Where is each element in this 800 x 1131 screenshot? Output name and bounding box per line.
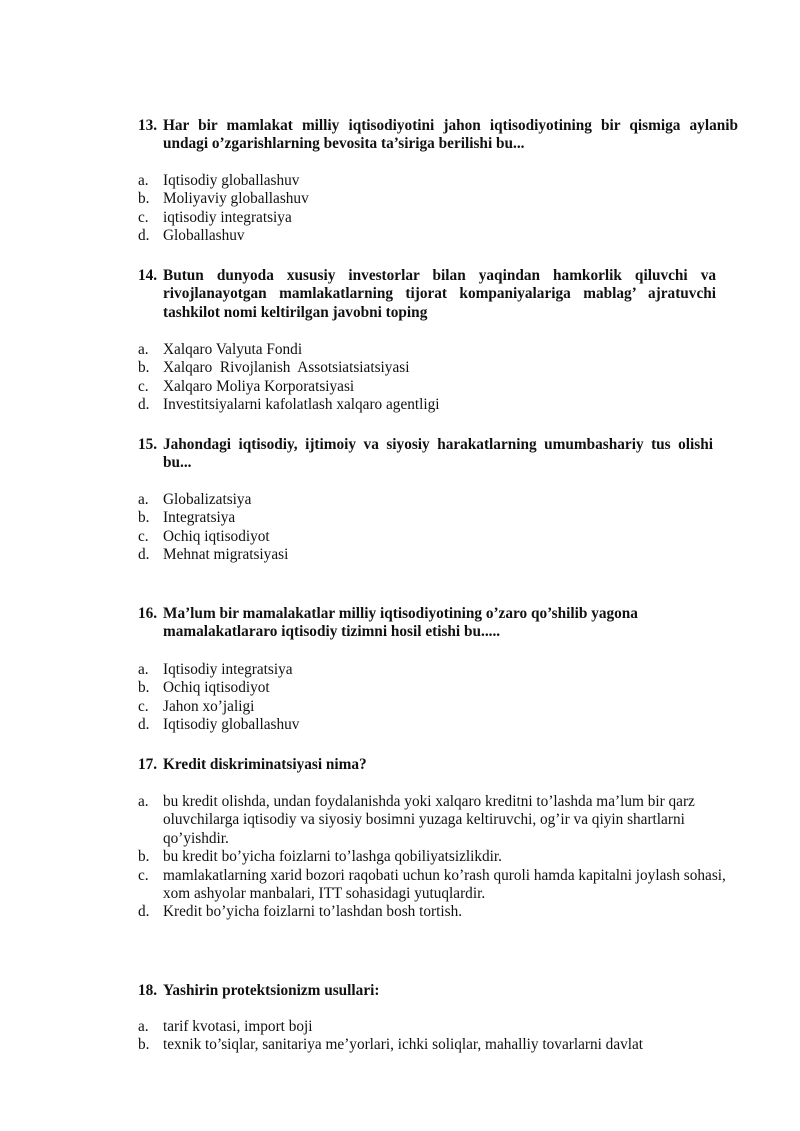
option-text: iqtisodiy integratsiya [163, 208, 292, 226]
option-letter: c. [138, 377, 149, 395]
option-letter: a. [138, 1018, 149, 1035]
option-text: Iqtisodiy globallashuv [163, 716, 300, 734]
option-text: texnik to’siqlar, sanitariya me’yorlari, ichki soliqlar, mahalliy tovarlarni davlat [163, 1036, 644, 1054]
option-text: Kredit bo’yicha foizlarni to’lashdan bosh tortish. [163, 903, 463, 921]
option-letter: a. [138, 491, 149, 508]
option-b [138, 679, 738, 697]
options-15 [138, 491, 738, 565]
question-number: 17. [138, 756, 158, 773]
option-c [138, 867, 728, 904]
option-b [138, 1036, 738, 1054]
option-d [138, 227, 738, 245]
option-letter: b. [138, 1036, 150, 1054]
option-a [138, 491, 738, 509]
question-15 [138, 436, 738, 473]
option-letter: b. [138, 190, 150, 208]
question-18 [138, 982, 738, 1000]
option-a [138, 172, 738, 190]
option-c [138, 698, 738, 716]
options-17 [138, 793, 728, 922]
question-number: 13. [138, 117, 158, 134]
option-letter: a. [138, 172, 149, 189]
option-text: Investitsiyalarni kafolatlash xalqaro agentligi [163, 396, 440, 414]
option-a [138, 341, 738, 359]
question-text: Jahondagi iqtisodiy, ijtimoiy va siyosiy harakatlarning umumbashariy tus olishi bu... [163, 436, 713, 472]
option-text: Xalqaro Moliya Korporatsiyasi [163, 377, 355, 395]
option-text: Xalqaro Valyuta Fondi [163, 341, 303, 358]
option-text: Ochiq iqtisodiyot [163, 527, 270, 545]
option-d [138, 716, 738, 734]
option-d [138, 546, 738, 564]
option-b [138, 509, 738, 527]
option-text: Xalqaro Rivojlanish Assotsiatsiatsiyasi [163, 359, 410, 377]
question-number: 16. [138, 605, 158, 622]
option-letter: b. [138, 359, 150, 377]
option-c [138, 378, 738, 396]
option-text: Mehnat migratsiyasi [163, 546, 289, 564]
option-text: bu kredit olishda, undan foydalanishda yoki xalqaro kreditni to’lashda ma’lum bir qarz oluvchilarga iqtisodiy va siyosiy bosimni yuzaga keltiruvchi, og’ir va qiyin shartlarni qo’yishdir. [163, 793, 695, 847]
option-text: Globallashuv [163, 227, 245, 245]
question-16 [138, 605, 738, 642]
question-17 [138, 756, 738, 774]
option-text: mamlakatlarning xarid bozori raqobati uchun ko’rash quroli hamda kapitalni joylash sohasi, xom ashyolar manbalari, ITT sohasidagi yutuqlardir. [163, 866, 726, 903]
option-letter: c. [138, 697, 149, 715]
option-text: Moliyaviy globallashuv [163, 190, 309, 208]
question-number: 18. [138, 982, 158, 999]
option-text: Globalizatsiya [163, 491, 252, 508]
question-text: Yashirin protektsionizm usullari: [163, 982, 380, 999]
option-letter: d. [138, 546, 150, 564]
option-letter: d. [138, 396, 150, 414]
question-text: Ma’lum bir mamalakatlar milliy iqtisodiyotining o’zaro qo’shilib yagona mamalakatlararo iqtisodiy tizimni hosil etishi bu..... [163, 605, 638, 641]
options-16 [138, 661, 738, 735]
option-text: Jahon xo’jaligi [163, 697, 255, 715]
option-d [138, 396, 738, 414]
option-a [138, 1018, 738, 1036]
question-text: Har bir mamlakat milliy iqtisodiyotini jahon iqtisodiyotining bir qismiga aylanib undagi o’zgarishlarning bevosita ta’siriga berilishi bu... [163, 117, 738, 153]
option-text: Iqtisodiy globallashuv [163, 172, 300, 189]
option-text: Integratsiya [163, 509, 236, 527]
option-b [138, 359, 738, 377]
option-text: Iqtisodiy integratsiya [163, 661, 293, 678]
option-text: tarif kvotasi, import boji [163, 1018, 313, 1035]
option-letter: d. [138, 227, 150, 245]
option-text: bu kredit bo’yicha foizlarni to’lashga qobiliyatsizlikdir. [163, 848, 502, 866]
question-number: 15. [138, 436, 158, 453]
option-b [138, 848, 728, 866]
option-letter: b. [138, 509, 150, 527]
option-letter: a. [138, 661, 149, 678]
options-14 [138, 341, 738, 415]
option-letter: c. [138, 208, 149, 226]
option-c [138, 528, 738, 546]
option-letter: b. [138, 848, 150, 866]
option-letter: b. [138, 679, 150, 697]
option-letter: d. [138, 903, 150, 921]
option-letter: a. [138, 341, 149, 358]
option-letter: d. [138, 716, 150, 734]
question-text: Kredit diskriminatsiyasi nima? [163, 756, 367, 773]
option-c [138, 209, 738, 227]
question-text: Butun dunyoda xususiy investorlar bilan yaqindan hamkorlik qiluvchi va rivojlanayotgan mamlakatlarning tijorat kompaniyalariga mablag’ ajratuvchi tashkilot nomi keltirilgan javobni toping [163, 267, 716, 321]
question-13 [138, 117, 738, 154]
option-d [138, 903, 728, 921]
options-13 [138, 172, 738, 246]
option-a [138, 661, 738, 679]
option-letter: a. [138, 793, 149, 810]
option-b [138, 190, 738, 208]
option-a [138, 793, 728, 848]
option-letter: c. [138, 527, 149, 545]
option-text: Ochiq iqtisodiyot [163, 679, 270, 697]
question-14 [138, 267, 738, 322]
question-number: 14. [138, 267, 158, 284]
option-letter: c. [138, 866, 149, 884]
options-18 [138, 1018, 738, 1055]
